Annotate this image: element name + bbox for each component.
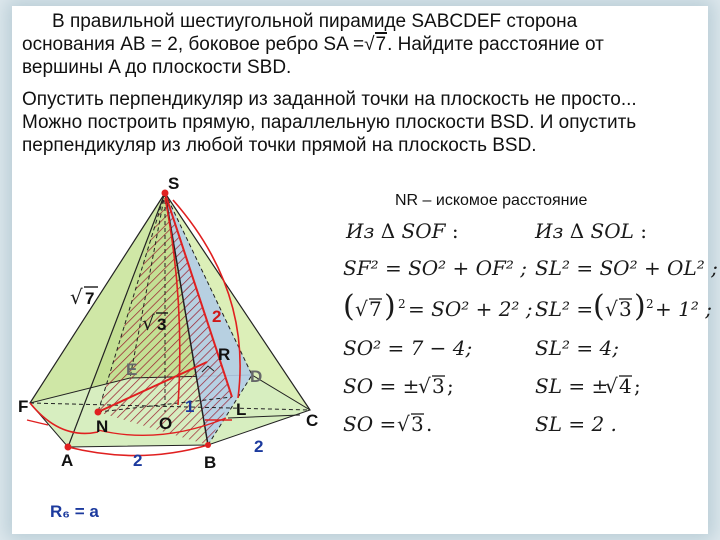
eq-left-4-pre: SO = ±	[343, 374, 420, 398]
eq-right-2-pre: SL² =	[535, 297, 594, 321]
square-3: 2	[646, 297, 654, 311]
hint-line-2: Можно построить прямую, параллельную плоскости BSD. И опустить	[22, 112, 637, 133]
svg-text:Из Δ SOL :: Из Δ SOL :	[535, 219, 648, 243]
label-bc-2: 2	[254, 437, 264, 456]
point-n	[95, 409, 102, 416]
solution-left	[343, 219, 533, 436]
eq-right-1: SL² = SO² + OL² ;	[535, 256, 718, 280]
paren-close-3: )	[634, 289, 646, 324]
problem-line-3: вершины A до плоскости SBD.	[22, 57, 292, 78]
eq-left-4-end: ;	[447, 374, 454, 398]
hint-line-1: Опустить перпендикуляр из заданной точки на плоскость не просто...	[22, 89, 637, 110]
eq-left-5-end: .	[426, 412, 433, 436]
square-7: 2	[398, 297, 406, 311]
label-f: F	[18, 397, 29, 416]
sqrt-sign-eq-7: √	[355, 297, 368, 321]
label-o: O	[159, 414, 173, 433]
paren-open-7: (	[343, 289, 355, 324]
eq-right-3: SL² = 4;	[535, 336, 619, 360]
eq-right-5: SL = 2 .	[535, 412, 617, 436]
label-n: N	[96, 417, 109, 436]
eq-left-4-root: 3	[432, 374, 445, 398]
eq-left-2-root: 7	[369, 297, 382, 321]
eq-right-4-end: ;	[634, 374, 641, 398]
label-b: B	[204, 453, 217, 472]
solution-right	[534, 219, 718, 436]
label-s: S	[168, 174, 180, 193]
eq-left-5-root: 3	[411, 412, 424, 436]
eq-left-2-rest: = SO² + 2² ;	[408, 297, 533, 321]
eq-left-1: SF² = SO² + OF² ;	[343, 256, 528, 280]
label-e: E	[126, 360, 138, 379]
sqrt-sign-eq4: √	[418, 374, 431, 398]
eq-right-4-pre: SL = ±	[535, 374, 609, 398]
eq-right-2-rest: + 1² ;	[655, 297, 712, 321]
answer-note: NR – искомое расстояние	[395, 192, 588, 209]
paren-close-7: )	[384, 289, 396, 324]
label-sl-2: 2	[212, 307, 222, 326]
sqrt-sign-eq2r: √	[605, 297, 618, 321]
problem-line-1: В правильной шестиугольной пирамиде SABCDEF сторона	[52, 11, 578, 32]
paren-open-3: (	[593, 289, 605, 324]
eq-right-2-root: 3	[619, 297, 632, 321]
hint-line-3: перпендикуляр из любой точки прямой на плоскость BSD.	[22, 135, 537, 156]
sqrt-sign-eq5: √	[397, 412, 410, 436]
eq-left-5-pre: SO =	[343, 412, 397, 436]
label-l: L	[236, 400, 247, 419]
label-sqrt7: 7	[85, 289, 95, 308]
problem-line-2a: основания AB = 2, боковое ребро SA =	[22, 34, 365, 55]
point-b	[205, 442, 211, 448]
eq-right-4-root: 4	[619, 374, 632, 398]
sqrt-sign-eq4r: √	[605, 374, 618, 398]
svg-text:Из Δ SOF :: Из Δ SOF :	[346, 219, 459, 243]
label-sqrt3: 3	[157, 315, 167, 334]
sqrt-sign-so: √	[142, 311, 155, 335]
label-ab-2: 2	[133, 451, 143, 470]
label-r: R	[218, 345, 231, 364]
label-d: D	[250, 367, 263, 386]
sqrt-7-inline: √7	[364, 34, 387, 55]
point-a	[65, 444, 72, 451]
eq-left-3: SO² = 7 − 4;	[343, 336, 473, 360]
label-a: A	[61, 451, 74, 470]
label-ol-1: 1	[185, 397, 195, 416]
label-c: C	[306, 411, 319, 430]
sqrt-sign-sa: √	[70, 285, 83, 309]
problem-line-2b: . Найдите расстояние от	[387, 34, 604, 55]
label-radius: R₆ = a	[50, 502, 99, 521]
